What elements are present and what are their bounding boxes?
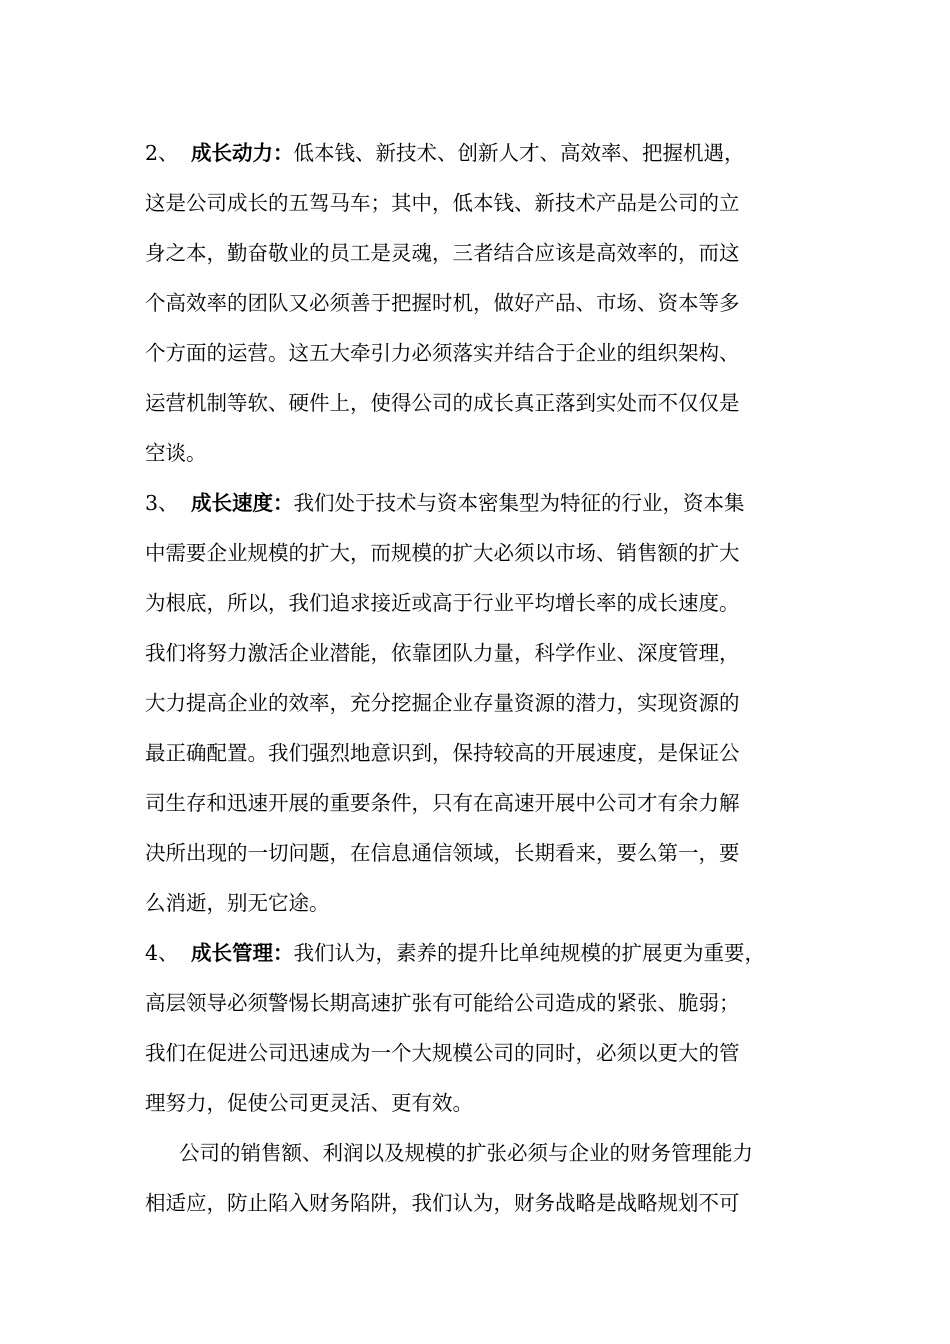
section-text: 我们认为，素养的提升比单纯规模的扩展更为重要， [293,941,765,965]
text-line: 决所出现的一切问题，在信息通信领域，长期看来，要么第一，要 [145,841,740,865]
paragraph-first-line: 公司的销售额、利润以及规模的扩张必须与企业的财务管理能力 [179,1141,753,1165]
document-body [145,128,820,1228]
text-line: 为根底，所以，我们追求接近或高于行业平均增长率的成长速度。 [145,591,740,615]
section-first-line [145,128,820,178]
text-line: 大力提高企业的效率，充分挖掘企业存量资源的潜力，实现资源的 [145,691,740,715]
section-text: 低本钱、新技术、创新人才、高效率、把握机遇， [293,141,745,165]
section-number: 3、 [145,491,179,515]
text-line: 我们在促进公司迅速成为一个大规模公司的同时，必须以更大的管 [145,1041,740,1065]
text-line: 司生存和迅速开展的重要条件，只有在高速开展中公司才有余力解 [145,791,740,815]
text-line: 我们将努力激活企业潜能，依靠团队力量，科学作业、深度管理， [145,641,740,665]
text-line: 运营机制等软、硬件上，使得公司的成长真正落到实处而不仅仅是 [145,391,740,415]
text-line: 这是公司成长的五驾马车；其中，低本钱、新技术产品是公司的立 [145,191,740,215]
text-line: 个方面的运营。这五大牵引力必须落实并结合于企业的组织架构、 [145,341,740,365]
text-line: 么消逝，别无它途。 [145,891,330,915]
section-text: 我们处于技术与资本密集型为特征的行业，资本集 [293,491,745,515]
text-line: 相适应，防止陷入财务陷阱，我们认为，财务战略是战略规划不可 [145,1191,740,1215]
section-growth-management [145,928,820,1128]
text-line: 最正确配置。我们强烈地意识到，保持较高的开展速度，是保证公 [145,741,740,765]
paragraph-finance [145,1128,820,1228]
text-line: 空谈。 [145,441,207,465]
section-heading: 成长动力： [191,141,294,165]
text-line: 身之本，勤奋敬业的员工是灵魂，三者结合应该是高效率的，而这 [145,241,740,265]
text-line: 高层领导必须警惕长期高速扩张有可能给公司造成的紧张、脆弱； [145,991,740,1015]
text-line: 理努力，促使公司更灵活、更有效。 [145,1091,473,1115]
section-heading: 成长速度： [191,491,294,515]
section-growth-drivers [145,128,820,478]
section-first-line [145,928,820,978]
section-number: 2、 [145,141,179,165]
section-growth-speed [145,478,820,928]
section-number: 4、 [145,941,179,965]
text-line: 个高效率的团队又必须善于把握时机，做好产品、市场、资本等多 [145,291,740,315]
section-heading: 成长管理： [191,941,294,965]
section-first-line [145,478,820,528]
text-line: 中需要企业规模的扩大，而规模的扩大必须以市场、销售额的扩大 [145,541,740,565]
